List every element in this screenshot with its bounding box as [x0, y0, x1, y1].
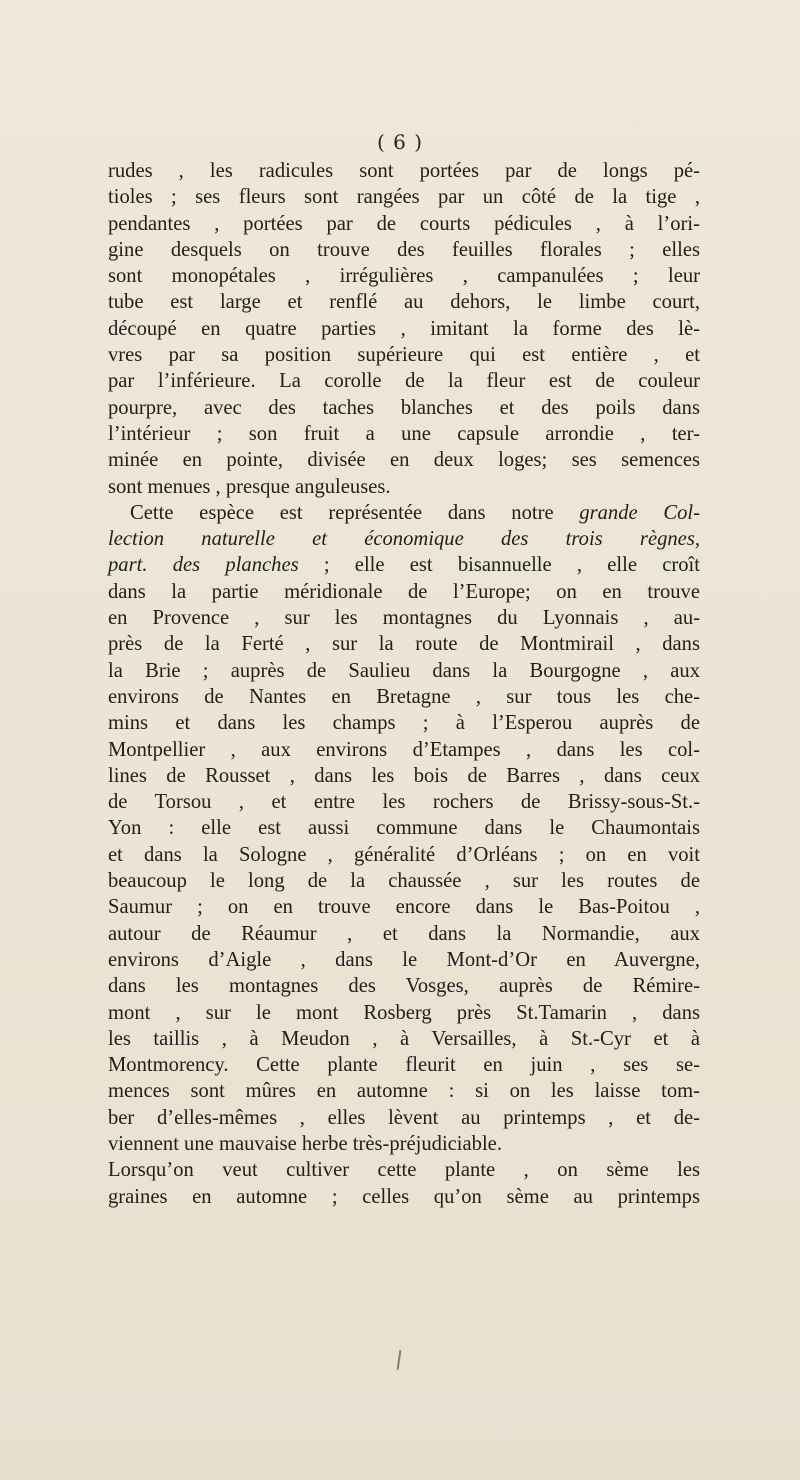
- page-number: ( 6 ): [376, 130, 424, 154]
- text-line: pendantes , portées par de courts pédicules , à l’ori-: [108, 212, 700, 235]
- text-line: les taillis , à Meudon , à Versailles, à St.-Cyr et à: [108, 1027, 700, 1050]
- body-text: [108, 158, 700, 1210]
- text-line: Lorsqu’on veut cultiver cette plante , on sème les: [108, 1159, 700, 1182]
- text-line: près de la Ferté , sur la route de Montmirail , dans: [108, 633, 700, 656]
- text-line: Montmorency. Cette plante fleurit en juin , ses se-: [108, 1054, 700, 1077]
- text-line: environs d’Aigle , dans le Mont-d’Or en Auvergne,: [108, 948, 700, 971]
- text-line: la Brie ; auprès de Saulieu dans la Bourgogne , aux: [108, 659, 700, 682]
- text-line: lines de Rousset , dans les bois de Barres , dans ceux: [108, 764, 700, 787]
- text-line: par l’inférieure. La corolle de la fleur est de couleur: [108, 370, 700, 393]
- text-line: l’intérieur ; son fruit a une capsule arrondie , ter-: [108, 422, 700, 445]
- text-line: de Torsou , et entre les rochers de Brissy-sous-St.-: [108, 791, 700, 814]
- text-line: vres par sa position supérieure qui est entière , et: [108, 344, 700, 367]
- text-line: [108, 526, 700, 552]
- text-line: tube est large et renflé au dehors, le limbe court,: [108, 291, 700, 314]
- text-line: [108, 500, 700, 526]
- text-line: autour de Réaumur , et dans la Normandie, aux: [108, 922, 700, 945]
- text-line: viennent une mauvaise herbe très-préjudiciable.: [108, 1132, 502, 1155]
- italic-title-run: part. des planches: [108, 554, 299, 577]
- italic-title-run: lection naturelle et économique des trois règnes: [108, 528, 695, 551]
- text-line: minée en pointe, divisée en deux loges; ses semences: [108, 449, 700, 472]
- text-line: Yon : elle est aussi commune dans le Chaumontais: [108, 817, 700, 840]
- text-line: pourpre, avec des taches blanches et des poils dans: [108, 396, 700, 419]
- text-line: mences sont mûres en automne : si on les laisse tom-: [108, 1080, 700, 1103]
- text-line: dans la partie méridionale de l’Europe; on en trouve: [108, 580, 700, 603]
- text-run: ; elle est bisannuelle , elle croît: [298, 554, 700, 577]
- text-line: [108, 552, 700, 578]
- text-line: graines en automne ; celles qu’on sème au printemps: [108, 1185, 700, 1208]
- text-line: ber d’elles-mêmes , elles lèvent au printemps , et de-: [108, 1106, 700, 1129]
- paragraph-2: [108, 500, 700, 1210]
- text-line: mins et dans les champs ; à l’Esperou auprès de: [108, 712, 700, 735]
- text-line: beaucoup le long de la chaussée , sur les routes de: [108, 870, 700, 893]
- text-line: Montpellier , aux environs d’Etampes , dans les col-: [108, 738, 700, 761]
- text-line: sont monopétales , irrégulières , campanulées ; leur: [108, 265, 700, 288]
- text-line: tioles ; ses fleurs sont rangées par un côté de la tige ,: [108, 186, 700, 209]
- text-line: dans les montagnes des Vosges, auprès de Rémire-: [108, 975, 700, 998]
- text-line: sont menues , presque anguleuses.: [108, 475, 391, 498]
- text-line: environs de Nantes en Bretagne , sur tous les che-: [108, 685, 700, 708]
- italic-title-run: grande Col-: [579, 501, 700, 524]
- text-line: mont , sur le mont Rosberg près St.Tamarin , dans: [108, 1001, 700, 1024]
- text-line: gine desquels on trouve des feuilles florales ; elles: [108, 238, 700, 261]
- text-line: en Provence , sur les montagnes du Lyonnais , au-: [108, 607, 700, 630]
- ink-mark: [397, 1350, 402, 1370]
- text-line: rudes , les radicules sont portées par de longs pé-: [108, 160, 700, 182]
- text-line: Saumur ; on en trouve encore dans le Bas-Poitou ,: [108, 896, 700, 919]
- text-run: Cette espèce est représentée dans notre: [130, 501, 580, 524]
- paragraph-1: [108, 158, 700, 500]
- text-line: et dans la Sologne , généralité d’Orléans ; on en voit: [108, 843, 700, 866]
- text-line: découpé en quatre parties , imitant la forme des lè-: [108, 317, 700, 340]
- text-run: ,: [694, 528, 700, 551]
